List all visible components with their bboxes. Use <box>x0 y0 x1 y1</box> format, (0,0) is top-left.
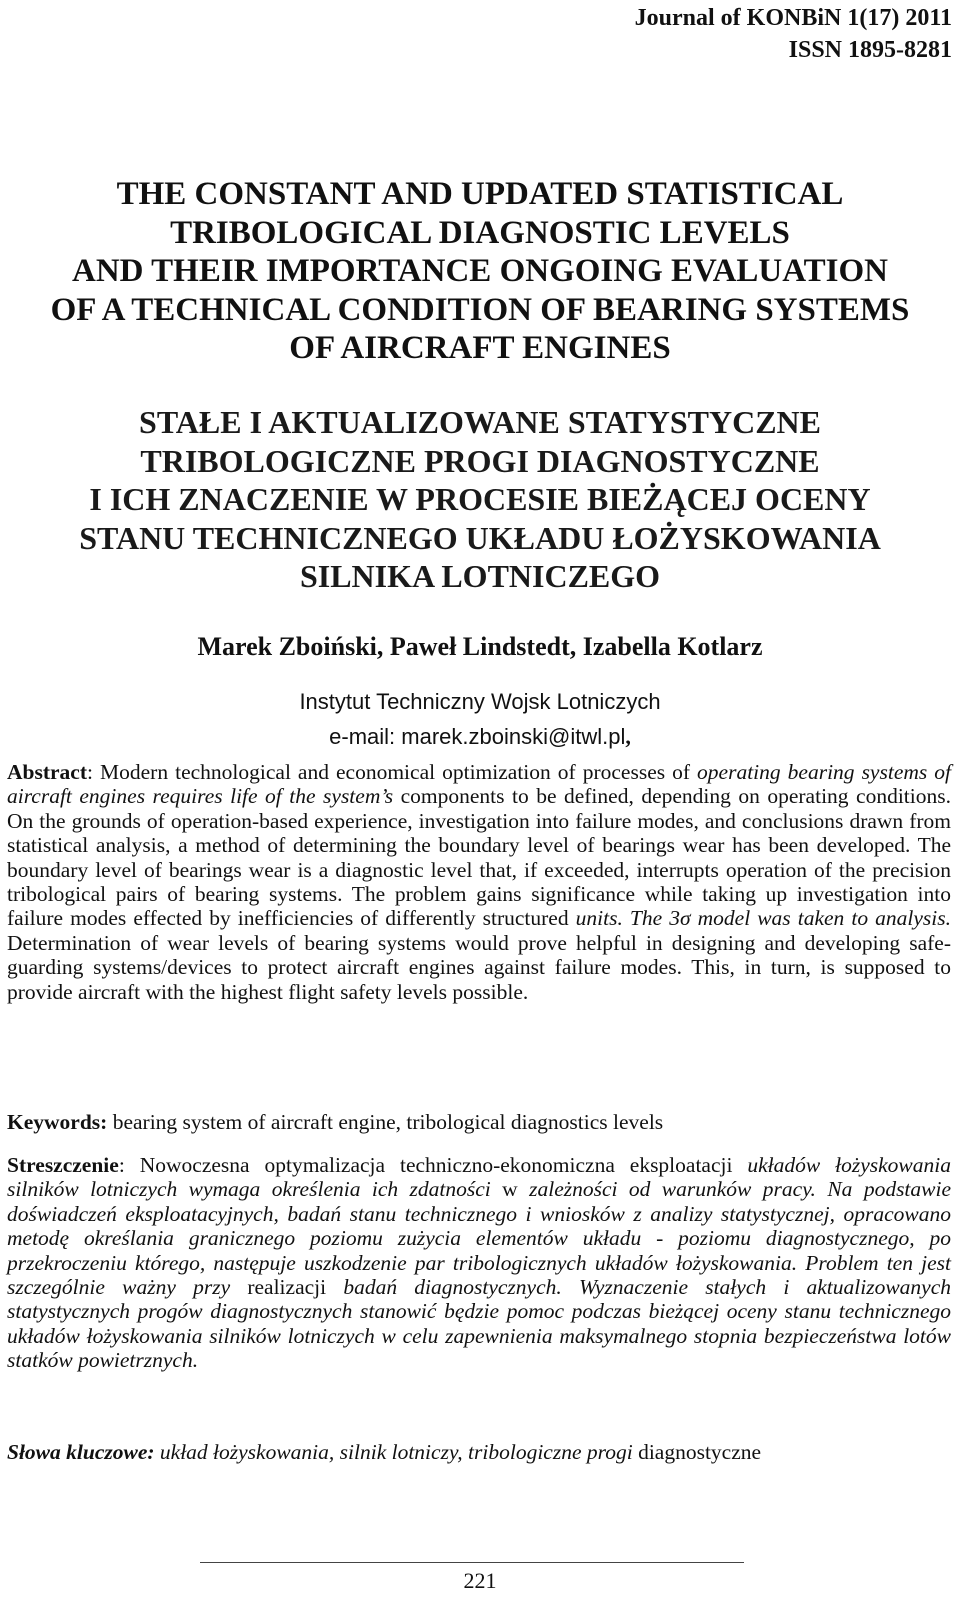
title-en-line: OF AIRCRAFT ENGINES <box>289 330 671 366</box>
streszczenie-text: w <box>490 1177 530 1202</box>
page-number: 221 <box>463 1568 497 1593</box>
journal-name: Journal of KONBiN 1(17) 2011 <box>634 5 952 31</box>
issn: ISSN 1895-8281 <box>788 37 952 63</box>
abstract-text: Modern technological and economical optimization of processes of <box>93 760 698 784</box>
slowa-text: układ łożyskowania, silnik lotniczy, tribologiczne progi <box>154 1440 633 1464</box>
title-en-line: OF A TECHNICAL CONDITION OF BEARING SYSTEMS <box>50 291 910 328</box>
slowa-tail: diagnostyczne <box>632 1440 762 1464</box>
footer-divider <box>200 1562 744 1563</box>
journal-header <box>635 2 952 66</box>
email-line <box>0 721 960 752</box>
email-link[interactable]: marek.zboinski@itwl.pl <box>401 724 626 749</box>
title-en-line: THE CONSTANT AND UPDATED STATISTICAL <box>116 176 844 212</box>
slowa-label: Słowa kluczowe: <box>7 1440 155 1464</box>
email-prefix: e-mail: <box>329 724 402 749</box>
title-pl-line: SILNIKA LOTNICZEGO <box>299 558 661 594</box>
title-en-line: AND THEIR IMPORTANCE ONGOING EVALUATION <box>72 253 888 289</box>
streszczenie-text-italic: badań diagnostycznych. Wyznaczenie stałych i aktualizowanych statystycznych progów diagnostycznych stanowić będzie pomoc podczas bieżącej oceny stanu technicznego układów łożyskowania silników lotniczych w celu zapewnienia maksymalnego stopnia bezpieczeństwa lotów statków powietrznych. <box>7 1275 952 1373</box>
title-en-line: TRIBOLOGICAL DIAGNOSTIC LEVELS <box>170 214 790 251</box>
abstract <box>7 760 951 1004</box>
keywords-label: Keywords: <box>7 1110 108 1134</box>
abstract-text-italic: operating bearing systems of aircraft engines requires life of the system’s <box>7 760 951 809</box>
streszczenie-text-italic: zależności od warunków pracy. Na podstawie doświadczeń eksploatacyjnych, badań stanu technicznego i wniosków z analizy statystycznej, opracowano metodę określania granicznego poziomu zużycia elementów układu - poziomu diagnostycznego, po przekroczeniu którego, następuje uszkodzenie par tribologicznych układów łożyskowania. Problem ten jest szczególnie ważny przy <box>7 1177 952 1300</box>
title-pl-line: I ICH ZNACZENIE W PROCESIE BIEŻĄCEJ OCENY <box>89 481 871 517</box>
streszczenie-text: realizacji <box>230 1275 344 1300</box>
title-pl-line: TRIBOLOGICZNE PROGI DIAGNOSTYCZNE <box>140 442 820 479</box>
title-pl-line: STAŁE I AKTUALIZOWANE STATYSTYCZNE <box>139 404 821 440</box>
keywords <box>7 1110 951 1134</box>
title-english <box>0 175 960 368</box>
email-suffix: , <box>625 724 631 749</box>
streszczenie-sep: : <box>118 1153 125 1177</box>
keywords-text: bearing system of aircraft engine, tribological diagnostics levels <box>107 1110 664 1134</box>
abstract-text-italic: units. The 3σ model was taken to analysis. <box>575 906 951 931</box>
slowa-kluczowe <box>7 1440 951 1464</box>
abstract-text: Determination of wear levels of bearing systems would prove helpful in designing and developing safe-guarding systems/devices to protect aircraft engines against failure modes. This, in turn, is supposed to provide aircraft with the highest flight safety levels possible. <box>7 930 951 1004</box>
abstract-sep: : <box>87 760 93 784</box>
title-polish <box>0 403 960 596</box>
authors: Marek Zboiński, Paweł Lindstedt, Izabella Kotlarz <box>197 632 763 661</box>
affiliation: Instytut Techniczny Wojsk Lotniczych <box>299 689 661 714</box>
streszczenie <box>7 1153 951 1373</box>
streszczenie-label: Streszczenie <box>7 1153 119 1177</box>
streszczenie-text: Nowoczesna optymalizacja techniczno-ekonomiczna eksploatacji <box>124 1153 748 1177</box>
abstract-label: Abstract <box>7 760 88 784</box>
streszczenie-text-italic: układów łożyskowania silników lotniczych wymaga określenia ich zdatności <box>7 1153 951 1202</box>
title-pl-line: STANU TECHNICZNEGO UKŁADU ŁOŻYSKOWANIA <box>79 519 881 556</box>
abstract-text: components to be defined, depending on operating conditions. On the grounds of operation-based experience, investigation into failure modes, and conclusions drawn from statistical analysis, a method of determining the boundary level of bearings wear has been developed. The boundary level of bearings wear is a diagnostic level that, if exceeded, interrupts operation of the precision tribological pairs of bearing systems. The problem gains significance while taking up investigation into failure modes effected by inefficiencies of differently structured <box>7 784 951 931</box>
